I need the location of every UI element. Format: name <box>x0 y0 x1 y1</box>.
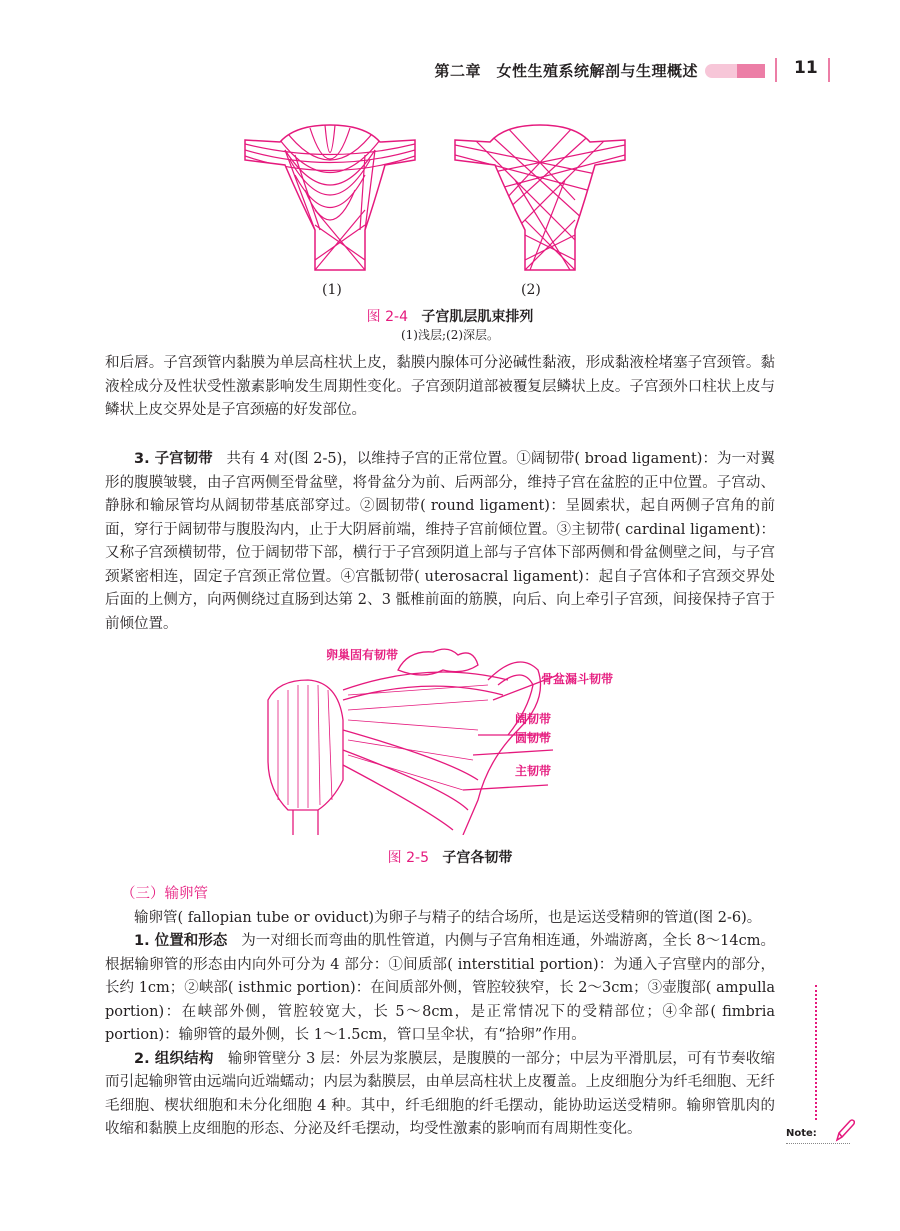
label-round-ligament: 圆韧带 <box>515 731 552 745</box>
position-heading: 1. 位置和形态 <box>134 933 228 949</box>
figure-title: 子宫各韧带 <box>442 850 513 866</box>
uterus-muscle-illustration <box>225 120 645 320</box>
position-text: 为一对细长而弯曲的肌性管道，内侧与子宫角相连通，外端游离，全长 8～14cm。根据输卵管的形态由内向外可分为 4 部分：①间质部( interstitial portion)：为通入子宫壁内的部分，长约 1cm；②峡部( isthmic portion)：在间质部外侧，管腔较狭窄，长 2～3cm；③壶腹部( ampulla portion)：在峡部外侧，管腔较宽大，长 5～8cm，是正常情况下的受精部位；④伞部( fimbria portion)：输卵管的最外侧，长 1～1.5cm，管口呈伞状，有“拾卵”作用。 <box>105 933 775 1043</box>
figure-number: 图 2-5 <box>387 850 429 866</box>
structure-heading: 2. 组织结构 <box>134 1050 214 1067</box>
figure-title: 子宫肌层肌束排列 <box>421 309 534 325</box>
figure-note: (1)浅层;(2)深层。 <box>400 328 500 342</box>
body-paragraph-ligaments <box>105 448 775 636</box>
pencil-icon <box>833 1118 855 1144</box>
paragraph-text: 和后唇。子宫颈管内黏膜为单层高柱状上皮，黏膜内腺体可分泌碱性黏液，形成黏液栓堵塞子宫颈管。黏液栓成分及性状受性激素影响发生周期性变化。子宫颈阴道部被覆复层鳞状上皮。子宫颈外口柱状上皮与鳞状上皮交界处是子宫颈癌的好发部位。 <box>105 355 775 418</box>
header-divider <box>775 58 777 82</box>
label-broad-ligament: 阔韧带 <box>515 712 552 726</box>
page-header <box>0 58 900 88</box>
paragraph-position <box>105 930 775 1048</box>
section-fallopian-tube <box>105 883 775 1142</box>
label-ovarian-ligament: 卵巢固有韧带 <box>326 648 399 662</box>
ligaments-text: 共有 4 对(图 2-5)，以维持子宫的正常位置。①阔韧带( broad ligament)：为一对翼形的腹膜皱襞，由子宫两侧至骨盆壁，将骨盆分为前、后两部分，维持子宫在盆腔的正中位置。子宫动、静脉和输尿管均从阔韧带基底部穿过。②圆韧带( round ligament)：呈圆索状，起自两侧子宫角的前面，穿行于阔韧带与腹股沟内，止于大阴唇前端，维持子宫前倾位置。③主韧带( cardinal ligament)：又称子宫颈横韧带，位于阔韧带下部，横行于子宫颈阴道上部与子宫体下部两侧和骨盆侧壁之间，与子宫颈紧密相连，固定子宫颈正常位置。④宫骶韧带( uterosacral ligament)：起自子宫体和子宫颈交界处后面的上侧方，向两侧绕过直肠到达第 2、3 骶椎前面的筋膜，向后、向上牵引子宫颈，间接保持子宫于前倾位置。 <box>105 451 775 632</box>
page-number: 11 <box>794 58 818 78</box>
figure-sublabel-1: (1) <box>322 282 342 298</box>
body-paragraph-cervix <box>105 352 775 423</box>
figure-2-5-caption <box>0 847 900 867</box>
structure-text: 输卵管壁分 3 层：外层为浆膜层，是腹膜的一部分；中层为平滑肌层，可有节奏收缩而引起输卵管由远端向近端蠕动；内层为黏膜层，由单层高柱状上皮覆盖。上皮细胞分为纤毛细胞、无纤毛细胞、楔状细胞和未分化细胞 4 种。其中，纤毛细胞的纤毛摆动，能协助运送受精卵。输卵管肌肉的收缩和黏膜上皮细胞的形态、分泌及纤毛摆动，均受性激素的影响而有周期性变化。 <box>105 1050 775 1137</box>
figure-number: 图 2-4 <box>366 309 408 325</box>
note-label: Note: <box>786 1128 817 1139</box>
section-heading: （三）输卵管 <box>121 886 208 902</box>
label-cardinal-ligament: 主韧带 <box>515 764 552 778</box>
note-margin-dots <box>815 985 819 1120</box>
header-decor-bar-dark <box>737 64 765 78</box>
paragraph-structure <box>105 1048 775 1142</box>
header-divider-right <box>828 58 830 82</box>
label-infundibulopelvic-ligament: 骨盆漏斗韧带 <box>541 672 614 686</box>
figure-2-4-caption <box>0 306 900 326</box>
figure-sublabel-2: (2) <box>521 282 541 298</box>
chapter-title: 第二章 女性生殖系统解剖与生理概述 <box>434 62 698 80</box>
ligaments-heading: 3. 子宫韧带 <box>134 451 213 467</box>
paragraph-ligaments <box>105 448 775 636</box>
section-intro: 输卵管( fallopian tube or oviduct)为卵子与精子的结合场所，也是运送受精卵的管道(图 2-6)。 <box>134 909 762 926</box>
